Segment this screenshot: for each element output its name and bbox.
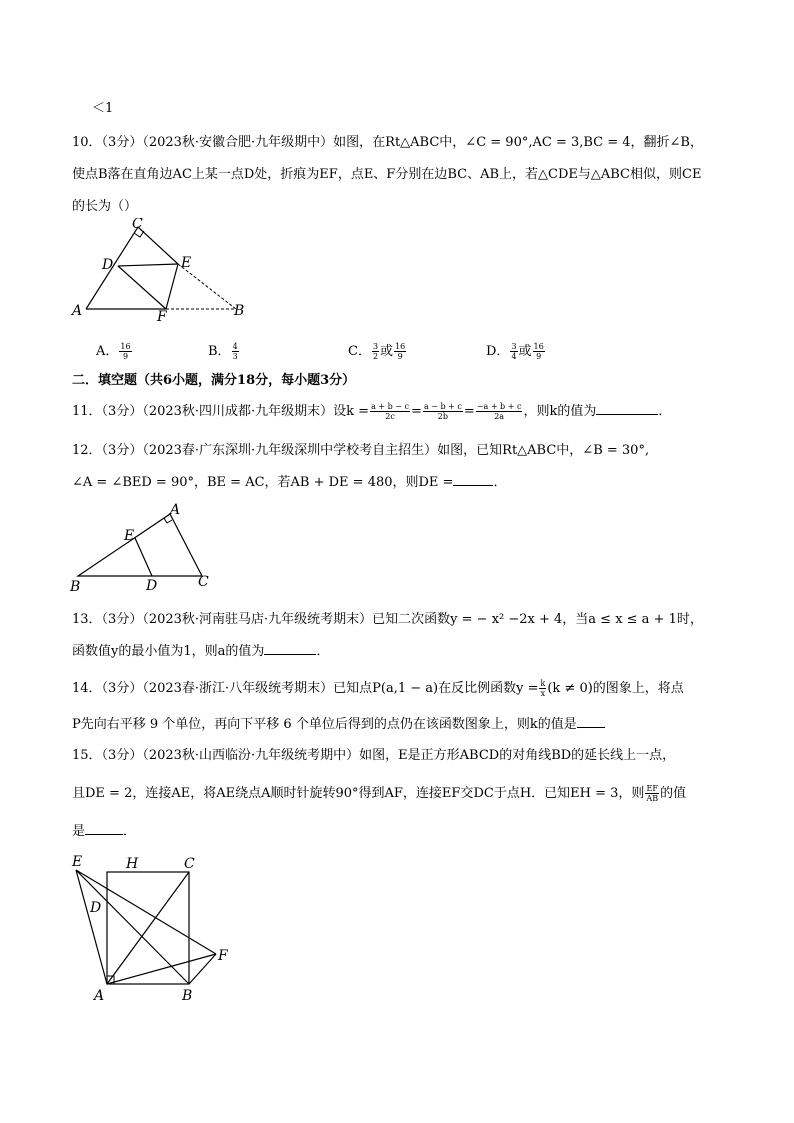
q12-blank[interactable] <box>453 473 493 486</box>
q12-line2: ∠A = ∠BED = 90°，BE = AC，若AB + DE = 480，则DE = ． <box>72 475 507 490</box>
q13-line2: 函数值y的最小值为1，则a的值为 ． <box>72 644 330 659</box>
option-c: C． $\frac{3}{2}$ 或 $\frac{16}{9}$ <box>348 342 406 361</box>
q15-blank[interactable] <box>85 822 123 835</box>
label-E: E <box>181 255 192 271</box>
option-b: B． $\frac{4}{3}$ <box>208 342 238 361</box>
label-D: D <box>90 900 102 916</box>
label-E: E <box>72 854 83 870</box>
label-C: C <box>198 574 209 590</box>
label-A: A <box>72 303 83 319</box>
option-a: A． $\frac{16}{9}$ <box>96 342 131 361</box>
q15-figure <box>66 850 246 1006</box>
label-C: C <box>132 218 143 232</box>
label-A: A <box>94 988 105 1004</box>
label-C: C <box>184 856 195 872</box>
q13-blank[interactable] <box>264 642 316 655</box>
q13-line1: 13．（3分）（2023秋·河南驻马店·九年级统考期末）已知二次函数y = − x² −2x + 4，当a ≤ x ≤ a + 1时， <box>72 612 703 627</box>
q10-line1: 10．（3分）（2023秋·安徽合肥·九年级期中）如图，在Rt△ABC中，∠C = 90°,AC = 3,BC = 4，翻折∠B， <box>72 135 703 150</box>
q11-blank[interactable] <box>596 402 658 415</box>
label-D: D <box>146 578 158 594</box>
label-B: B <box>182 988 193 1004</box>
q11-line: 11．（3分）（2023秋·四川成都·九年级期末）设k = $\frac{a + b - c}{2c}$ = $\frac{a - b + c}{2b}$ = $\frac{-a + b + c}{2a}$ ，则k的值为 ． <box>72 402 672 421</box>
label-F: F <box>157 309 167 322</box>
label-A: A <box>170 502 181 518</box>
q14-line2: P先向右平移 9 个单位，再向下平移 6 个单位后得到的点仍在该函数图象上，则k的值是 <box>72 715 605 734</box>
label-F: F <box>218 948 228 964</box>
q10-line3: 的长为（） <box>72 199 138 214</box>
q10-figure <box>66 218 256 322</box>
label-H: H <box>126 856 139 872</box>
q12-line1: 12．（3分）（2023春·广东深圳·九年级深圳中学校考自主招生）如图，已知Rt△ABC中，∠B = 30°, <box>72 443 650 458</box>
q15-line1: 15．（3分）（2023秋·山西临汾·九年级统考期中）如图，E是正方形ABCD的对角线BD的延长线上一点， <box>72 748 676 763</box>
q14-blank[interactable] <box>577 715 605 728</box>
q14-line1: 14．（3分）（2023春·浙江·八年级统考期末）已知点P(a,1 − a)在反比例函数y = $\frac{k}{x}$ (k ≠ 0)的图象上，将点 <box>72 679 684 698</box>
label-B: B <box>234 303 245 319</box>
label-D: D <box>102 257 114 273</box>
q15-line2: 且DE = 2，连接AE，将AE绕点A顺时针旋转90°得到AF，连接EF交DC于点H．已知EH = 3，则 $\frac{EF}{AB}$ 的值 <box>72 784 687 803</box>
q10-line2: 使点B落在直角边AC上某一点D处，折痕为EF，点E、F分别在边BC、AB上，若△CDE与△ABC相似，则CE <box>72 167 702 182</box>
q12-figure <box>66 500 226 596</box>
label-E: E <box>124 528 135 544</box>
continuation-text: ＜1 <box>92 101 114 116</box>
section-heading: 二．填空题（共6小题，满分18分，每小题3分） <box>72 373 356 388</box>
q15-line3: 是 ． <box>72 824 137 839</box>
label-B: B <box>70 579 81 595</box>
option-d: D． $\frac{3}{4}$ 或 $\frac{16}{9}$ <box>486 342 544 361</box>
